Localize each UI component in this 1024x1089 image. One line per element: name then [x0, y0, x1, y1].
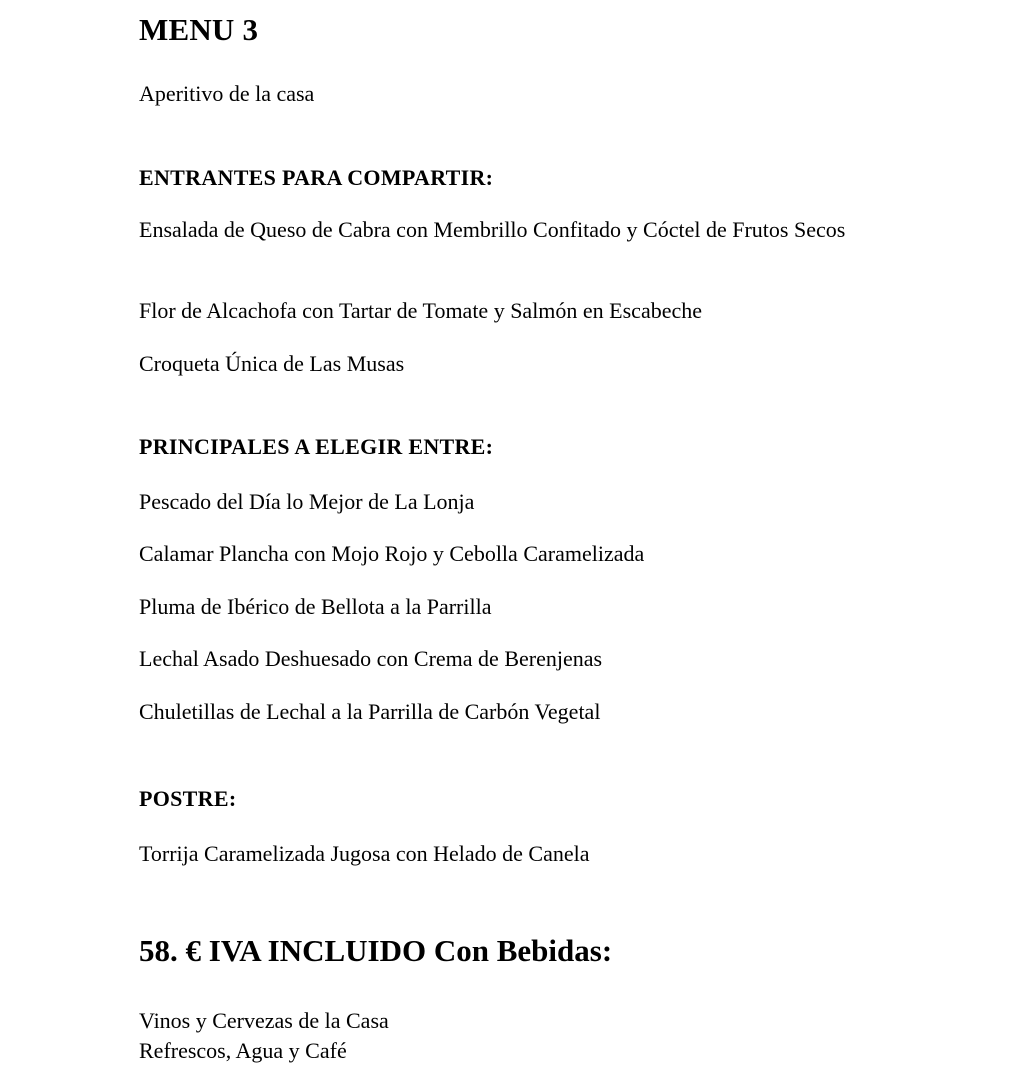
entrante-item: Croqueta Única de Las Musas: [139, 351, 405, 376]
principales-heading: PRINCIPALES A ELEGIR ENTRE:: [139, 434, 494, 459]
menu-title: MENU 3: [139, 12, 259, 47]
entrante-item: Ensalada de Queso de Cabra con Membrillo Confitado y Cóctel de Frutos Secos: [139, 217, 846, 242]
drink-item: Refrescos, Agua y Café: [139, 1038, 347, 1063]
entrante-item: Flor de Alcachofa con Tartar de Tomate y Salmón en Escabeche: [139, 298, 703, 323]
drink-item: Vinos y Cervezas de la Casa: [139, 1008, 389, 1033]
aperitivo-text: Aperitivo de la casa: [139, 81, 315, 106]
postre-heading: POSTRE:: [139, 786, 237, 811]
principal-item: Chuletillas de Lechal a la Parrilla de Carbón Vegetal: [139, 699, 601, 724]
drinks-list: [139, 1006, 389, 1066]
entrantes-heading: ENTRANTES PARA COMPARTIR:: [139, 165, 494, 190]
principal-item: Pluma de Ibérico de Bellota a la Parrilla: [139, 594, 492, 619]
price-line: 58. € IVA INCLUIDO Con Bebidas:: [139, 933, 613, 968]
principal-item: Lechal Asado Deshuesado con Crema de Berenjenas: [139, 646, 603, 671]
principal-item: Calamar Plancha con Mojo Rojo y Cebolla Caramelizada: [139, 541, 645, 566]
postre-item: Torrija Caramelizada Jugosa con Helado de Canela: [139, 841, 590, 866]
principal-item: Pescado del Día lo Mejor de La Lonja: [139, 489, 475, 514]
